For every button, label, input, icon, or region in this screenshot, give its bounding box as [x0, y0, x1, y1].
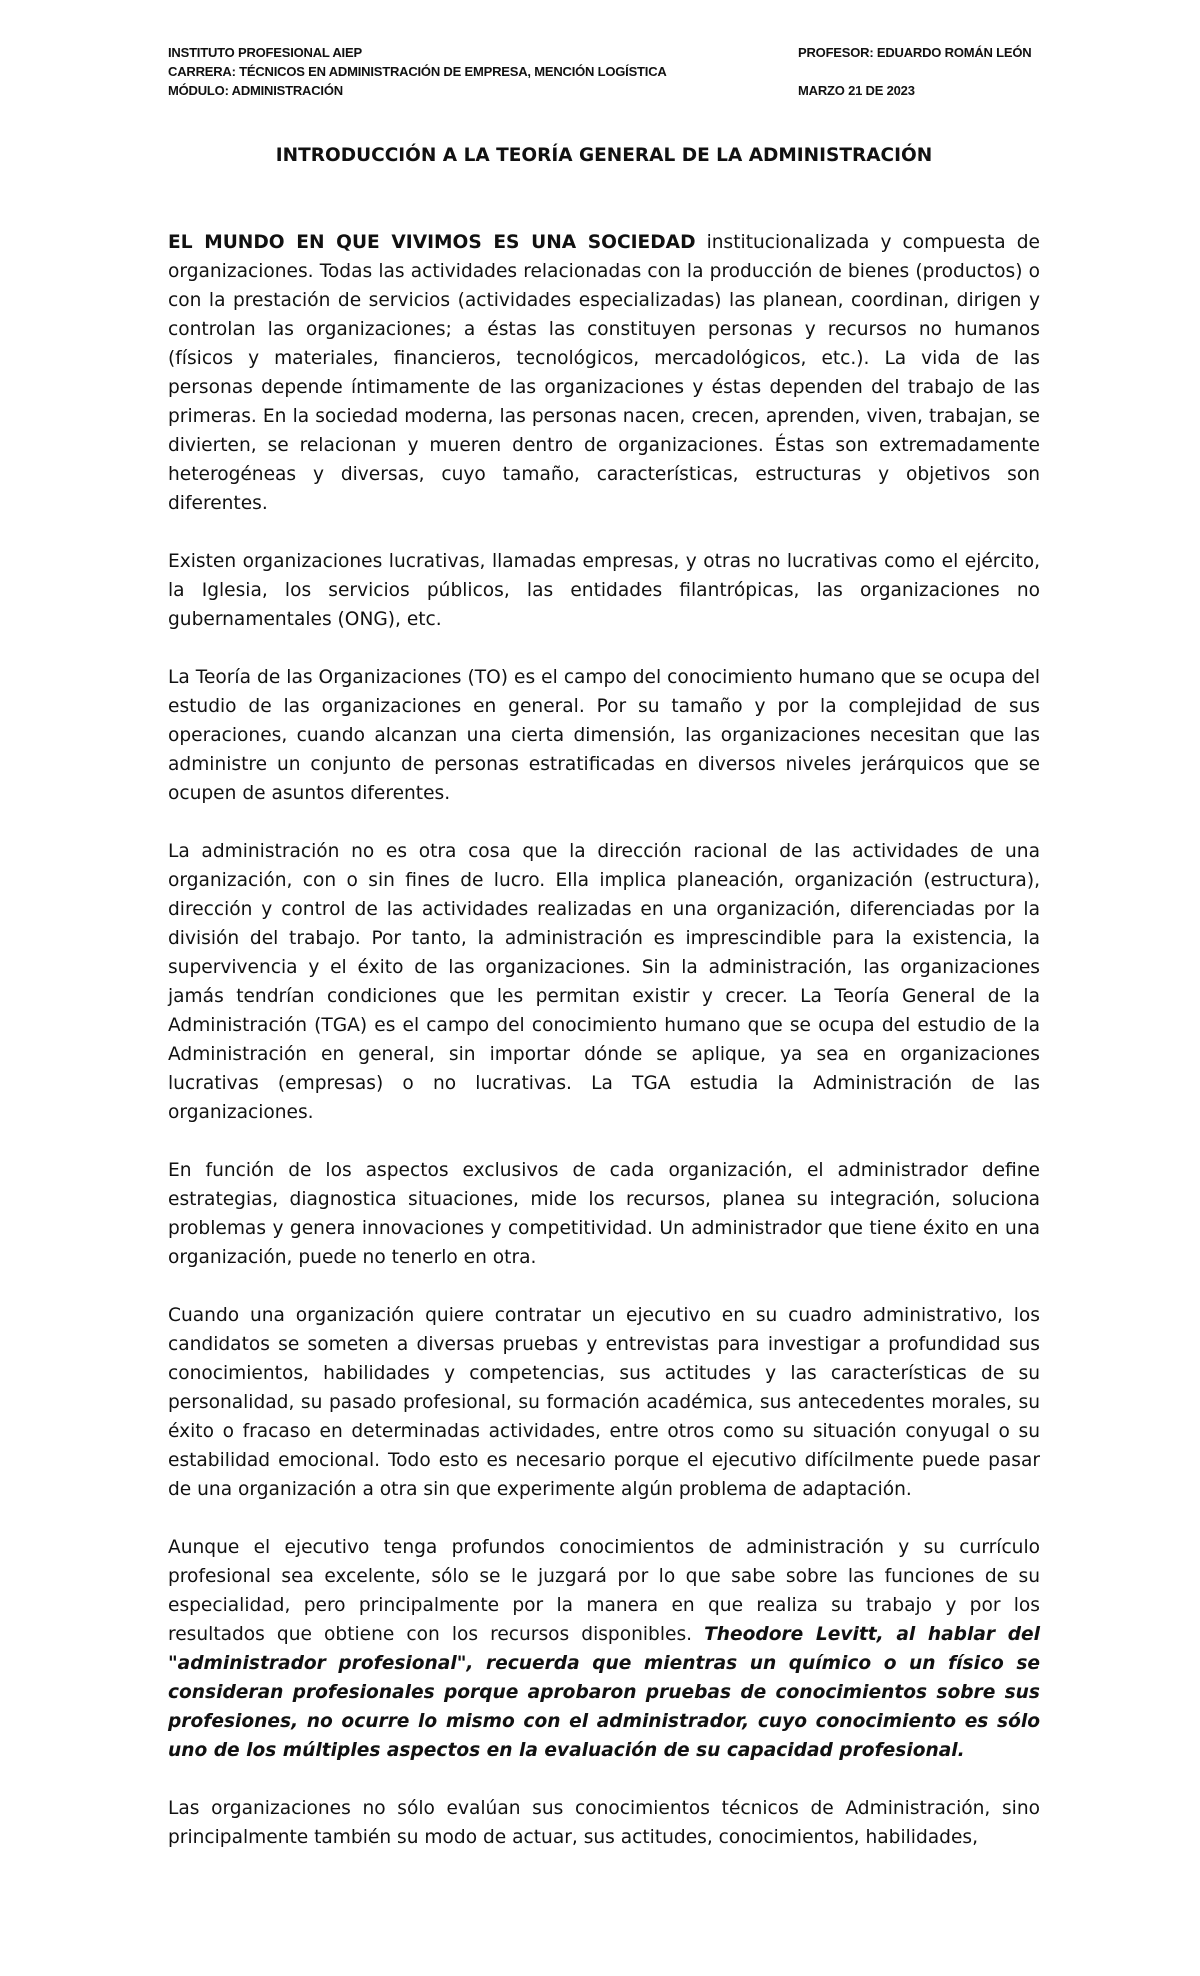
document-date: MARZO 21 DE 2023 [798, 83, 915, 98]
levitt-quote: Theodore Levitt, al hablar del "administrador profesional", recuerda que mientras un químico o un físico se consideran profesionales porque aprobaron pruebas de conocimientos sobre sus profesiones, no ocurre lo mismo con el administrador, cuyo conocimiento es sólo uno de los múltiples aspectos en la evaluación de su capacidad profesional. [168, 1624, 1040, 1761]
paragraph-2: Existen organizaciones lucrativas, llamadas empresas, y otras no lucrativas como el ejército, la Iglesia, los servicios públicos, las entidades filantrópicas, las organizaciones no gubernamentales (ONG), etc. [168, 551, 1040, 630]
header-right-block [798, 43, 1040, 100]
document-title: INTRODUCCIÓN A LA TEORÍA GENERAL DE LA ADMINISTRACIÓN [275, 145, 933, 166]
paragraph-3: La Teoría de las Organizaciones (TO) es el campo del conocimiento humano que se ocupa del estudio de las organizaciones en general. Por su tamaño y por la complejidad de sus operaciones, cuando alcanzan una cierta dimensión, las organizaciones necesitan que las administre un conjunto de personas estratificadas en diversos niveles jerárquicos que se ocupen de asuntos diferentes. [168, 667, 1040, 804]
paragraph-7 [168, 1533, 1040, 1765]
professor-name: PROFESOR: EDUARDO ROMÁN LEÓN [798, 45, 1032, 60]
paragraph-8: Las organizaciones no sólo evalúan sus conocimientos técnicos de Administración, sino principalmente también su modo de actuar, sus actitudes, conocimientos, habilidades, [168, 1798, 1040, 1848]
paragraph-1 [168, 228, 1040, 518]
paragraph-6: Cuando una organización quiere contratar un ejecutivo en su cuadro administrativo, los candidatos se someten a diversas pruebas y entrevistas para investigar a profundidad sus conocimientos, habilidades y competencias, sus actitudes y las características de su personalidad, su pasado profesional, su formación académica, sus antecedentes morales, su éxito o fracaso en determinadas actividades, entre otros como su situación conyugal o su estabilidad emocional. Todo esto es necesario porque el ejecutivo difícilmente puede pasar de una organización a otra sin que experimente algún problema de adaptación. [168, 1305, 1040, 1500]
module-name: MÓDULO: ADMINISTRACIÓN [168, 83, 343, 98]
paragraph-4: La administración no es otra cosa que la dirección racional de las actividades de una organización, con o sin fines de lucro. Ella implica planeación, organización (estructura), dirección y control de las actividades realizadas en una organización, diferenciadas por la división del trabajo. Por tanto, la administración es imprescindible para la existencia, la supervivencia y el éxito de las organizaciones. Sin la administración, las organizaciones jamás tendrían condiciones que les permitan existir y crecer. La Teoría General de la Administración (TGA) es el campo del conocimiento humano que se ocupa del estudio de la Administración en general, sin importar dónde se aplique, ya sea en organizaciones lucrativas (empresas) o no lucrativas. La TGA estudia la Administración de las organizaciones. [168, 841, 1040, 1123]
career-name: CARRERA: TÉCNICOS EN ADMINISTRACIÓN DE EMPRESA, MENCIÓN LOGÍSTICA [168, 64, 667, 79]
document-body [168, 228, 1040, 1881]
paragraph-1-lead: EL MUNDO EN QUE VIVIMOS ES UNA SOCIEDAD [168, 232, 696, 253]
institution-name: INSTITUTO PROFESIONAL AIEP [168, 45, 362, 60]
paragraph-5: En función de los aspectos exclusivos de cada organización, el administrador define estrategias, diagnostica situaciones, mide los recursos, planea su integración, soluciona problemas y genera innovaciones y competitividad. Un administrador que tiene éxito en una organización, puede no tenerlo en otra. [168, 1160, 1040, 1268]
paragraph-1-text: institucionalizada y compuesta de organizaciones. Todas las actividades relacionadas con la producción de bienes (productos) o con la prestación de servicios (actividades especializadas) las planean, coordinan, dirigen y controlan las organizaciones; a éstas las constituyen personas y recursos no humanos (físicos y materiales, financieros, tecnológicos, mercadológicos, etc.). La vida de las personas depende íntimamente de las organizaciones y éstas dependen del trabajo de las primeras. En la sociedad moderna, las personas nacen, crecen, aprenden, viven, trabajan, se divierten, se relacionan y mueren dentro de organizaciones. Éstas son extremadamente heterogéneas y diversas, cuyo tamaño, características, estructuras y objetivos son diferentes. [168, 232, 1040, 514]
header-left-block [168, 43, 808, 100]
paragraph-7-text: Aunque el ejecutivo tenga profundos conocimientos de administración y su currículo profesional sea excelente, sólo se le juzgará por lo que sabe sobre las funciones de su especialidad, pero principalmente por la manera en que realiza su trabajo y por los resultados que obtiene con los recursos disponibles. [168, 1537, 1040, 1645]
